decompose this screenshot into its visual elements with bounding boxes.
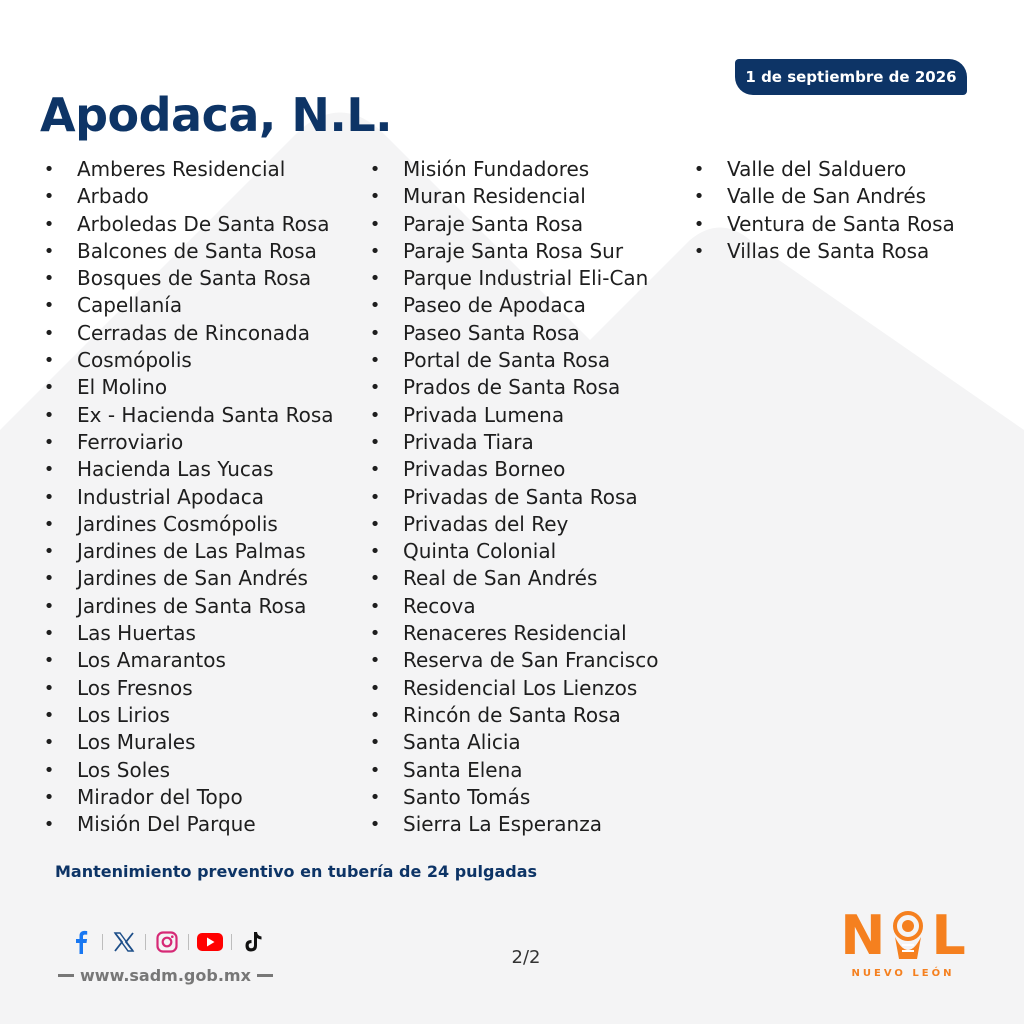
divider <box>145 934 146 950</box>
bullet: • <box>43 213 55 235</box>
bullet: • <box>369 623 381 645</box>
neighborhood-name: Paseo de Apodaca <box>403 293 586 318</box>
bullet: • <box>43 568 55 590</box>
neighborhood-name: Quinta Colonial <box>403 539 557 564</box>
bullet: • <box>369 568 381 590</box>
bullet: • <box>369 268 381 290</box>
neighborhood-name: Muran Residencial <box>403 184 586 209</box>
neighborhood-name: Privadas del Rey <box>403 511 569 536</box>
neighborhood-name: Los Lirios <box>77 702 170 727</box>
bullet: • <box>369 431 381 453</box>
bullet: • <box>369 595 381 617</box>
neighborhood-name: Los Fresnos <box>77 675 193 700</box>
neighborhood-name: Arbado <box>77 184 149 209</box>
tiktok-icon[interactable] <box>240 929 266 955</box>
neighborhood-name: Villas de Santa Rosa <box>727 238 930 263</box>
bullet: • <box>43 431 55 453</box>
neighborhood-name: Misión Del Parque <box>77 812 256 837</box>
divider <box>102 934 103 950</box>
bullet: • <box>369 732 381 754</box>
social-links <box>68 928 266 956</box>
neighborhood-name: Amberes Residencial <box>77 157 286 181</box>
bullet: • <box>693 159 705 180</box>
neighborhood-name: Capellanía <box>77 293 183 318</box>
bullet: • <box>43 759 55 781</box>
neighborhood-name: Misión Fundadores <box>403 157 590 181</box>
neighborhood-name: Ex - Hacienda Santa Rosa <box>77 402 334 427</box>
date-badge: 1 de septiembre de 2026 <box>735 59 967 95</box>
bullet: • <box>43 377 55 399</box>
nuevo-leon-logo <box>828 904 978 988</box>
bullet: • <box>43 541 55 563</box>
neighborhood-name: Las Huertas <box>77 621 196 646</box>
bullet: • <box>693 186 705 208</box>
bullet: • <box>43 268 55 290</box>
neighborhood-name: Ventura de Santa Rosa <box>727 211 955 236</box>
lion-emblem-icon <box>885 909 931 963</box>
website-link[interactable] <box>52 963 279 987</box>
bullet: • <box>43 240 55 262</box>
bullet: • <box>43 595 55 617</box>
neighborhood-name: Cosmópolis <box>77 348 192 373</box>
bullet: • <box>369 677 381 699</box>
neighborhood-name: Privada Lumena <box>403 402 565 427</box>
neighborhood-name: Los Soles <box>77 757 171 782</box>
bullet: • <box>369 322 381 344</box>
bullet: • <box>369 404 381 426</box>
neighborhood-name: Hacienda Las Yucas <box>77 457 274 482</box>
neighborhood-name: Los Amarantos <box>77 648 226 673</box>
neighborhood-name: Industrial Apodaca <box>77 484 264 509</box>
neighborhood-name: Balcones de Santa Rosa <box>77 238 317 263</box>
bullet: • <box>369 213 381 235</box>
bullet: • <box>369 350 381 372</box>
bullet: • <box>369 704 381 726</box>
logo-letter-l: L <box>931 904 966 967</box>
bullet: • <box>369 486 381 508</box>
bullet: • <box>43 322 55 344</box>
neighborhood-name: Ferroviario <box>77 429 184 454</box>
bullet: • <box>43 786 55 808</box>
neighborhood-name: Parque Industrial Eli-Can <box>403 266 649 291</box>
neighborhood-name: Residencial Los Lienzos <box>403 675 638 700</box>
bullet: • <box>369 513 381 535</box>
x-icon[interactable] <box>111 929 137 955</box>
bullet: • <box>43 623 55 645</box>
neighborhood-name: Renaceres Residencial <box>403 621 627 646</box>
neighborhood-name: Privadas Borneo <box>403 457 566 482</box>
bullet: • <box>369 240 381 262</box>
neighborhood-name: Cerradas de Rinconada <box>77 320 310 345</box>
neighborhood-name: Prados de Santa Rosa <box>403 375 621 400</box>
logo-subtitle: NUEVO LEÓN <box>851 968 955 979</box>
bullet: • <box>43 159 55 180</box>
neighborhood-name: Recova <box>403 593 476 618</box>
bullet: • <box>369 377 381 399</box>
neighborhood-name: Santo Tomás <box>403 784 531 809</box>
neighborhood-name: Jardines de San Andrés <box>77 566 308 591</box>
neighborhood-name: Arboledas De Santa Rosa <box>77 211 330 236</box>
neighborhood-name: Rincón de Santa Rosa <box>403 702 621 727</box>
neighborhood-name: Bosques de Santa Rosa <box>77 266 312 291</box>
neighborhood-name: Portal de Santa Rosa <box>403 348 611 373</box>
bullet: • <box>369 295 381 317</box>
neighborhood-name: Jardines de Santa Rosa <box>77 593 307 618</box>
neighborhood-name: Privadas de Santa Rosa <box>403 484 638 509</box>
bullet: • <box>369 650 381 672</box>
dash-right <box>257 974 273 977</box>
neighborhood-name: Jardines Cosmópolis <box>77 511 278 536</box>
neighborhood-name: Santa Alicia <box>403 730 521 755</box>
bullet: • <box>43 814 55 836</box>
bullet: • <box>43 486 55 508</box>
bullet: • <box>369 459 381 481</box>
bullet: • <box>369 159 381 180</box>
website-text: www.sadm.gob.mx <box>80 965 251 985</box>
divider <box>188 934 189 950</box>
bullet: • <box>43 704 55 726</box>
bullet: • <box>369 186 381 208</box>
logo-mark <box>828 904 978 967</box>
bullet: • <box>369 759 381 781</box>
bullet: • <box>369 541 381 563</box>
dash-left <box>58 974 74 977</box>
bullet: • <box>43 650 55 672</box>
neighborhood-name: Paseo Santa Rosa <box>403 320 580 345</box>
page-indicator: 2/2 <box>511 947 541 968</box>
neighborhood-name: El Molino <box>77 375 168 400</box>
bullet: • <box>43 186 55 208</box>
bullet: • <box>43 350 55 372</box>
neighborhood-name: Reserva de San Francisco <box>403 648 659 673</box>
neighborhood-name: Mirador del Topo <box>77 784 243 809</box>
bullet: • <box>43 513 55 535</box>
bullet: • <box>369 814 381 836</box>
neighborhood-name: Real de San Andrés <box>403 566 598 591</box>
facebook-icon[interactable] <box>68 929 94 955</box>
neighborhood-name: Jardines de Las Palmas <box>77 539 306 564</box>
bullet: • <box>43 677 55 699</box>
instagram-icon[interactable] <box>154 929 180 955</box>
neighborhood-name: Paraje Santa Rosa <box>403 211 584 236</box>
youtube-icon[interactable] <box>197 929 223 955</box>
neighborhood-name: Valle de San Andrés <box>727 184 927 209</box>
bullet: • <box>43 404 55 426</box>
neighborhood-name: Paraje Santa Rosa Sur <box>403 238 624 263</box>
neighborhood-name: Los Murales <box>77 730 196 755</box>
neighborhood-name: Privada Tiara <box>403 429 534 454</box>
bullet: • <box>43 295 55 317</box>
bullet: • <box>43 459 55 481</box>
neighborhood-name: Sierra La Esperanza <box>403 812 602 837</box>
bullet: • <box>693 240 705 262</box>
bullet: • <box>693 213 705 235</box>
bullet: • <box>369 786 381 808</box>
neighborhood-name: Valle del Salduero <box>727 157 907 181</box>
neighborhood-name: Santa Elena <box>403 757 523 782</box>
bullet: • <box>43 732 55 754</box>
maintenance-note: Mantenimiento preventivo en tubería de 24 pulgadas <box>55 862 538 881</box>
logo-letter-n: N <box>840 904 886 967</box>
page-title: Apodaca, N.L. <box>40 88 393 142</box>
divider <box>231 934 232 950</box>
